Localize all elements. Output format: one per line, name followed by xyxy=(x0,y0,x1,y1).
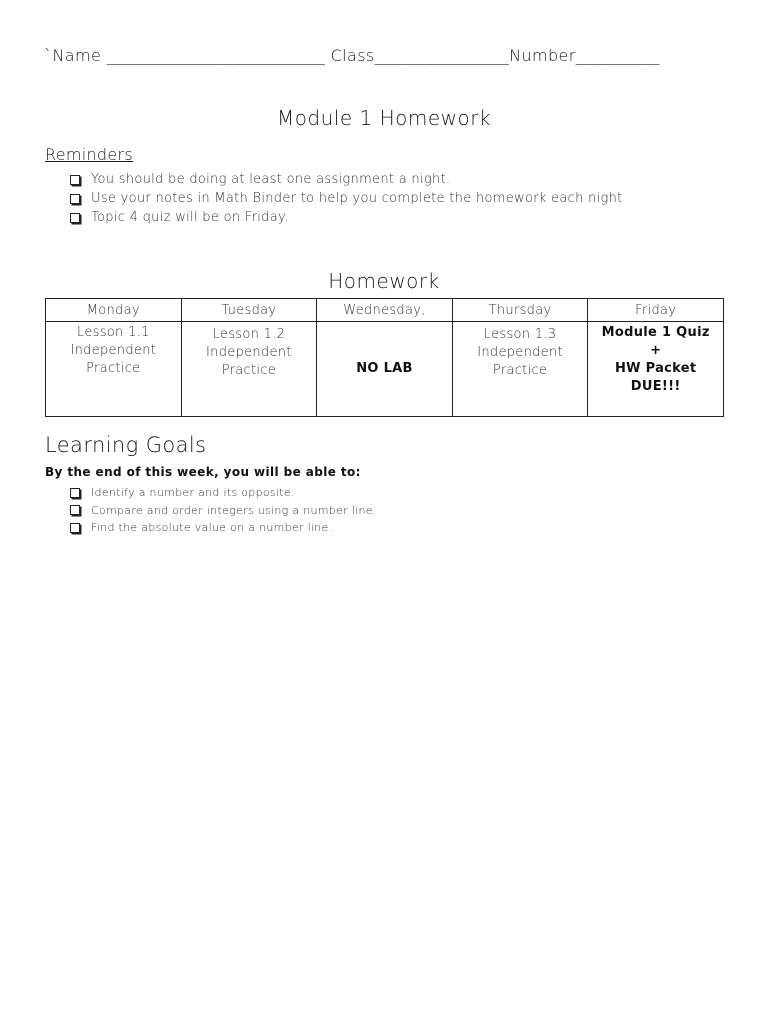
cell-line: + xyxy=(650,343,662,358)
checkbox-icon xyxy=(70,488,80,498)
learning-goals-heading: Learning Goals xyxy=(45,433,207,457)
column-header-friday: Friday xyxy=(588,299,724,322)
cell-wednesday xyxy=(317,322,453,417)
learning-goals-list xyxy=(70,484,377,537)
cell-line: NO LAB xyxy=(356,361,413,376)
checkbox-icon xyxy=(70,505,80,515)
cell-line: Independent xyxy=(206,345,292,360)
cell-line: Practice xyxy=(221,363,277,378)
cell-line: HW Packet xyxy=(614,361,697,376)
cell-line: Lesson 1.2 xyxy=(212,327,286,342)
reminder-item xyxy=(70,170,623,189)
cell-line: DUE!!! xyxy=(630,379,681,394)
table-header-row xyxy=(46,299,724,322)
checkbox-icon xyxy=(70,213,80,223)
column-header-wednesday: Wednesday, xyxy=(317,299,453,322)
goal-text: Compare and order integers using a number line. xyxy=(91,503,377,517)
cell-line: Independent xyxy=(70,343,157,358)
goal-item xyxy=(70,502,377,520)
goal-item xyxy=(70,484,377,502)
reminder-item xyxy=(70,189,623,208)
column-header-monday: Monday xyxy=(46,299,182,322)
reminder-text: Use your notes in Math Binder to help you complete the homework each night xyxy=(91,191,623,206)
cell-tuesday xyxy=(181,322,317,417)
column-header-thursday: Thursday xyxy=(452,299,588,322)
reminder-item xyxy=(70,208,623,227)
reminder-text: Topic 4 quiz will be on Friday. xyxy=(91,210,289,225)
cell-thursday xyxy=(452,322,588,417)
learning-goals-subheading: By the end of this week, you will be able to: xyxy=(45,465,361,479)
cell-friday xyxy=(588,322,724,417)
name-class-number-line: `Name __________________________ Class________________Number__________ xyxy=(44,46,660,65)
reminder-text: You should be doing at least one assignment a night. xyxy=(91,172,451,187)
goal-text: Identify a number and its opposite. xyxy=(91,486,295,499)
homework-heading: Homework xyxy=(328,269,440,293)
homework-table xyxy=(45,298,724,417)
reminders-heading: Reminders xyxy=(45,145,134,164)
checkbox-icon xyxy=(70,194,80,204)
checkbox-icon xyxy=(70,175,80,185)
goal-text: Find the absolute value on a number line. xyxy=(91,521,333,534)
table-row xyxy=(46,322,724,417)
checkbox-icon xyxy=(70,523,80,533)
cell-line: Lesson 1.3 xyxy=(483,327,557,342)
goal-item xyxy=(70,519,377,537)
cell-line: Practice xyxy=(492,363,548,378)
reminders-list xyxy=(70,170,623,227)
cell-line: Lesson 1.1 xyxy=(77,325,150,340)
column-header-tuesday: Tuesday xyxy=(181,299,317,322)
cell-monday xyxy=(46,322,182,417)
cell-line: Practice xyxy=(86,361,141,376)
cell-line: Independent xyxy=(477,345,563,360)
page-title: Module 1 Homework xyxy=(276,106,492,130)
cell-line: Module 1 Quiz xyxy=(601,325,710,340)
